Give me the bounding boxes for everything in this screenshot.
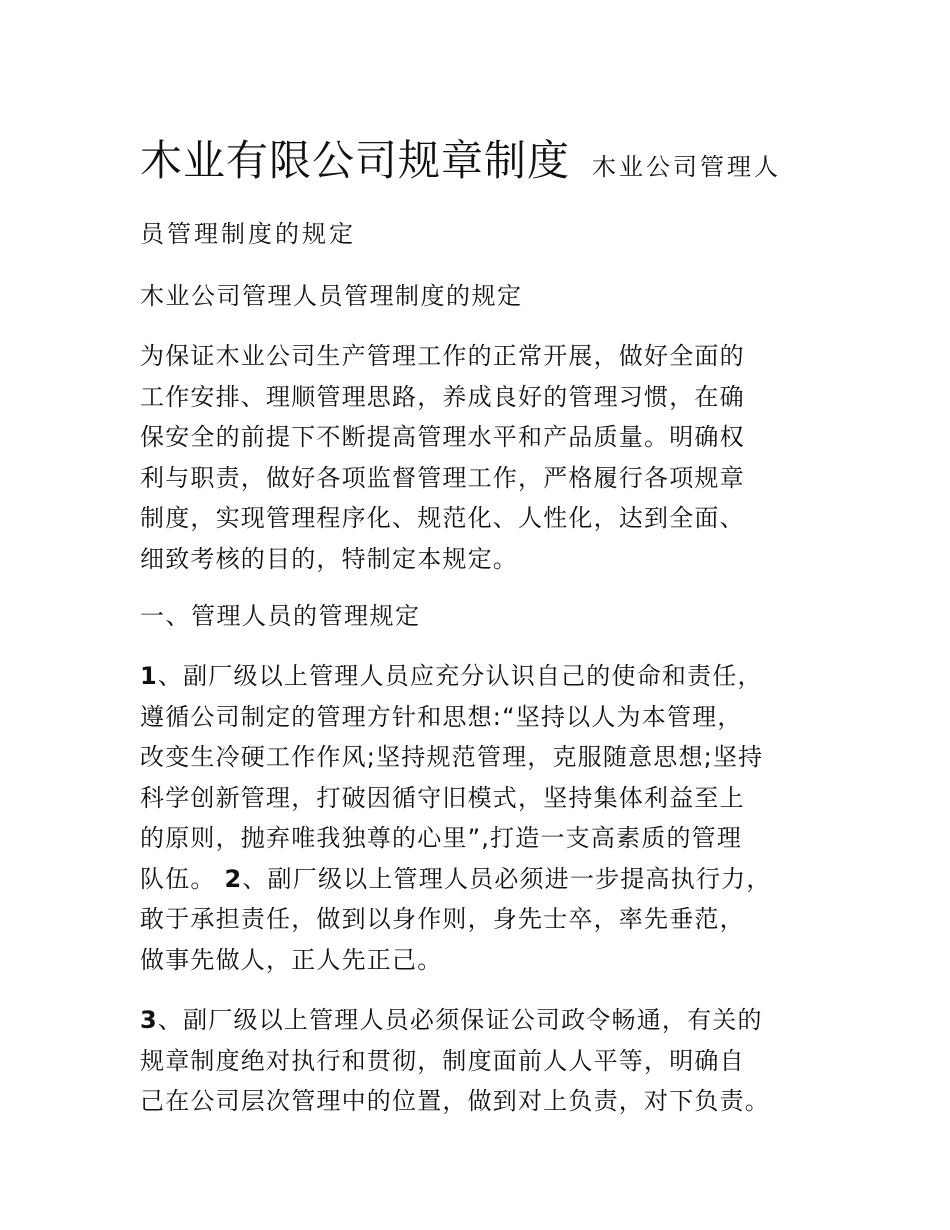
item-text: 、副厂级以上管理人员应充分认识自己的使命和责任， (157, 662, 763, 690)
paragraph-line: 改变生冷硬工作作风;坚持规范管理，克服随意思想;坚持 (140, 743, 764, 771)
intro-paragraph (140, 336, 820, 579)
document-title: 木业有限公司规章制度 (140, 136, 571, 185)
paragraph-line: 己在公司层次管理中的位置，做到对上负责，对下负责。 (140, 1087, 770, 1115)
document-subtitle-continued: 员管理制度的规定 (140, 220, 356, 248)
paragraph-line: 为保证木业公司生产管理工作的正常开展，做好全面的 (140, 342, 745, 370)
item-number: 1 (140, 662, 158, 690)
paragraph-line: 科学创新管理，打破因循守旧模式，坚持集体利益至上 (140, 783, 745, 812)
paragraph-line: 细致考核的目的，特制定本规定。 (140, 544, 518, 573)
paragraph-line: 制度，实现管理程序化、规范化、人性化，达到全面、 (140, 504, 745, 532)
item-number: 2 (224, 864, 243, 893)
paragraph-line (140, 656, 820, 697)
document-subtitle: 木业公司管理人 (592, 153, 782, 181)
item-number: 3 (140, 1006, 158, 1034)
item-3-paragraph (140, 1000, 820, 1122)
item-text: 、副厂级以上管理人员必须进一步提高执行力， (242, 864, 772, 893)
item-text: 队伍。 (140, 864, 225, 893)
paragraph-line: 遵循公司制定的管理方针和思想:“坚持以人为本管理， (140, 702, 743, 731)
item-1-paragraph (140, 656, 820, 980)
paragraph-line (140, 1000, 820, 1041)
regulation-heading: 木业公司管理人员管理制度的规定 (140, 282, 523, 310)
section-heading: 一、管理人员的管理规定 (140, 602, 421, 630)
item-text: 、副厂级以上管理人员必须保证公司政令畅通，有关的 (157, 1006, 763, 1034)
paragraph-line: 规章制度绝对执行和贯彻，制度面前人人平等，明确自 (140, 1046, 745, 1075)
paragraph-line: 的原则，抛弃唯我独尊的心里”,打造一支高素质的管理 (140, 824, 743, 852)
paragraph-line (140, 859, 820, 900)
title-line (140, 128, 830, 188)
paragraph-line: 保安全的前提下不断提高管理水平和产品质量。明确权 (140, 423, 745, 451)
document-page (140, 0, 820, 1230)
paragraph-line: 做事先做人，正人先正己。 (140, 945, 443, 974)
paragraph-line: 利与职责，做好各项监督管理工作，严格履行各项规章 (140, 463, 745, 492)
paragraph-line: 工作安排、理顺管理思路，养成良好的管理习惯，在确 (140, 382, 745, 411)
paragraph-line: 敢于承担责任，做到以身作则，身先士卒，率先垂范， (140, 905, 745, 933)
